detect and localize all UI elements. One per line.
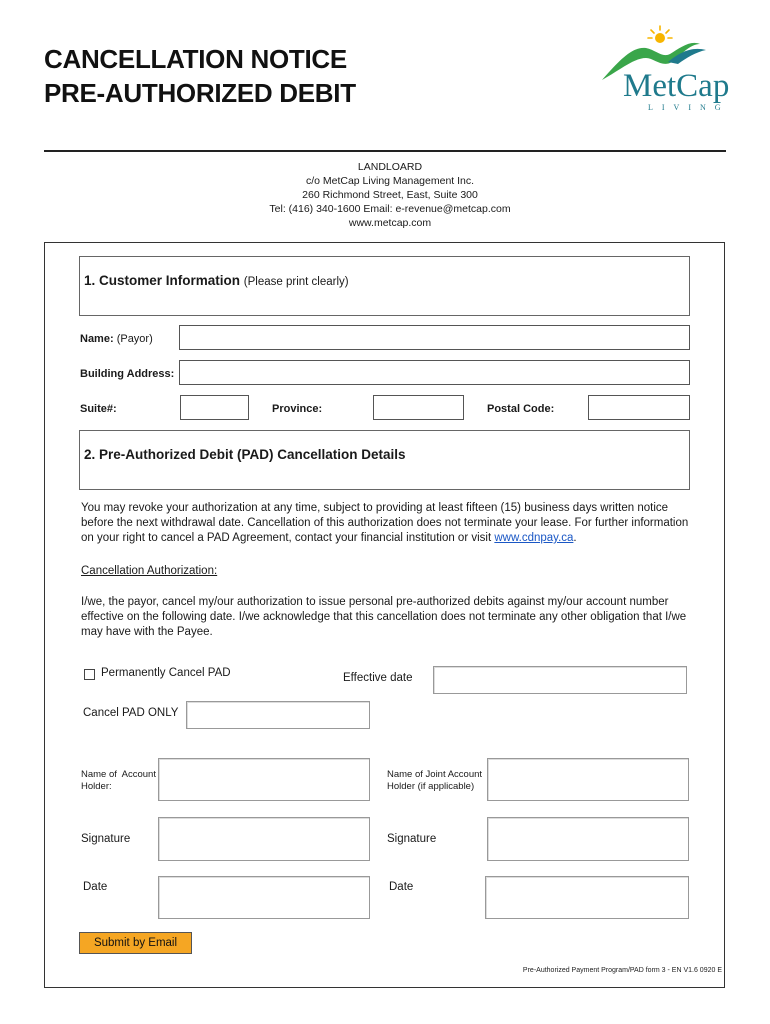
effective-date-input[interactable] — [433, 666, 687, 694]
name-input[interactable] — [179, 325, 690, 350]
submit-by-email-button[interactable]: Submit by Email — [79, 932, 192, 954]
account-holder-label-line-2: Holder: — [81, 781, 112, 792]
landlord-line-5: www.metcap.com — [348, 217, 432, 229]
building-address-input[interactable] — [179, 360, 690, 385]
suite-input[interactable] — [180, 395, 249, 420]
revocation-paragraph — [81, 501, 693, 546]
landlord-line-3: 260 Richmond Street, East, Suite 300 — [302, 189, 478, 201]
province-label — [272, 403, 322, 415]
effective-date-label: Effective date — [343, 672, 413, 684]
header-divider — [44, 150, 726, 152]
landlord-line-4: Tel: (416) 340-1600 Email: e-revenue@metcap.com — [269, 203, 511, 215]
joint-account-holder-input[interactable] — [487, 758, 689, 801]
joint-account-holder-label — [387, 769, 482, 793]
section-2-header — [79, 430, 690, 490]
section-1-title — [84, 273, 349, 288]
section-2-title: 2. Pre-Authorized Debit (PAD) Cancellation Details — [84, 447, 406, 462]
cancel-pad-only-input[interactable] — [186, 701, 370, 729]
form-footer: Pre-Authorized Payment Program/PAD form 3 - EN V1.6 0920 E — [522, 967, 722, 974]
building-address-label-text: Building Address: — [80, 368, 175, 380]
revocation-text: You may revoke your authorization at any time, subject to providing at least fifteen (15) business days written notice before the next withdrawal date. Cancellation of this authorization does not terminate your lease. For further information on your right to cancel a PAD Agreement, contact your financial institution or visit — [81, 502, 689, 544]
joint-holder-label-line-1: Name of Joint Account — [387, 769, 483, 780]
cancellation-authorization-heading: Cancellation Authorization: — [81, 565, 218, 577]
name-label — [80, 333, 153, 345]
signature-2-input[interactable] — [487, 817, 689, 861]
suite-label — [80, 403, 117, 415]
postal-code-label — [487, 403, 554, 415]
account-holder-label-line-1: Name of Account — [81, 769, 156, 780]
section-1-note: (Please print clearly) — [243, 276, 349, 288]
province-input[interactable] — [373, 395, 464, 420]
section-1-title-text: 1. Customer Information — [84, 273, 241, 288]
logo-subtitle: LIVING — [648, 103, 730, 112]
signature-2-label: Signature — [387, 833, 437, 845]
signature-label: Signature — [81, 833, 131, 845]
permanently-cancel-label: Permanently Cancel PAD — [101, 667, 231, 679]
cdnpay-link[interactable]: www.cdnpay.ca — [494, 532, 574, 544]
landlord-line-2: c/o MetCap Living Management Inc. — [305, 175, 475, 187]
name-label-note: (Payor) — [116, 333, 153, 345]
date-input[interactable] — [158, 876, 370, 919]
account-holder-label — [81, 769, 156, 793]
landlord-block — [200, 160, 580, 230]
permanently-cancel-checkbox[interactable] — [84, 669, 95, 680]
section-1-header — [79, 256, 690, 316]
revocation-end: . — [573, 532, 577, 544]
account-holder-input[interactable] — [158, 758, 370, 801]
date-label: Date — [83, 881, 108, 893]
suite-label-text: Suite#: — [80, 403, 117, 415]
title-line-2: PRE-AUTHORIZED DEBIT — [44, 78, 356, 108]
postal-code-input[interactable] — [588, 395, 690, 420]
metcap-logo — [598, 22, 728, 114]
logo-wordmark: MetCap — [623, 68, 730, 104]
landlord-line-1: LANDLOARD — [357, 161, 423, 173]
date-2-input[interactable] — [485, 876, 689, 919]
signature-input[interactable] — [158, 817, 370, 861]
title-line-1: CANCELLATION NOTICE — [44, 44, 347, 74]
postal-code-label-text: Postal Code: — [487, 403, 555, 415]
province-label-text: Province: — [272, 403, 323, 415]
building-address-label — [80, 368, 174, 380]
authorization-paragraph: I/we, the payor, cancel my/our authorization to issue personal pre-authorized debits against my/our account number effective on the following date. I/we acknowledge that this cancellation does not terminate any other obligation that I/we may have with the Payee. — [81, 596, 687, 638]
name-label-text: Name: — [80, 333, 114, 345]
cancel-pad-only-label: Cancel PAD ONLY — [83, 707, 179, 719]
date-2-label: Date — [389, 881, 414, 893]
joint-holder-label-line-2: Holder (if applicable) — [387, 781, 475, 792]
